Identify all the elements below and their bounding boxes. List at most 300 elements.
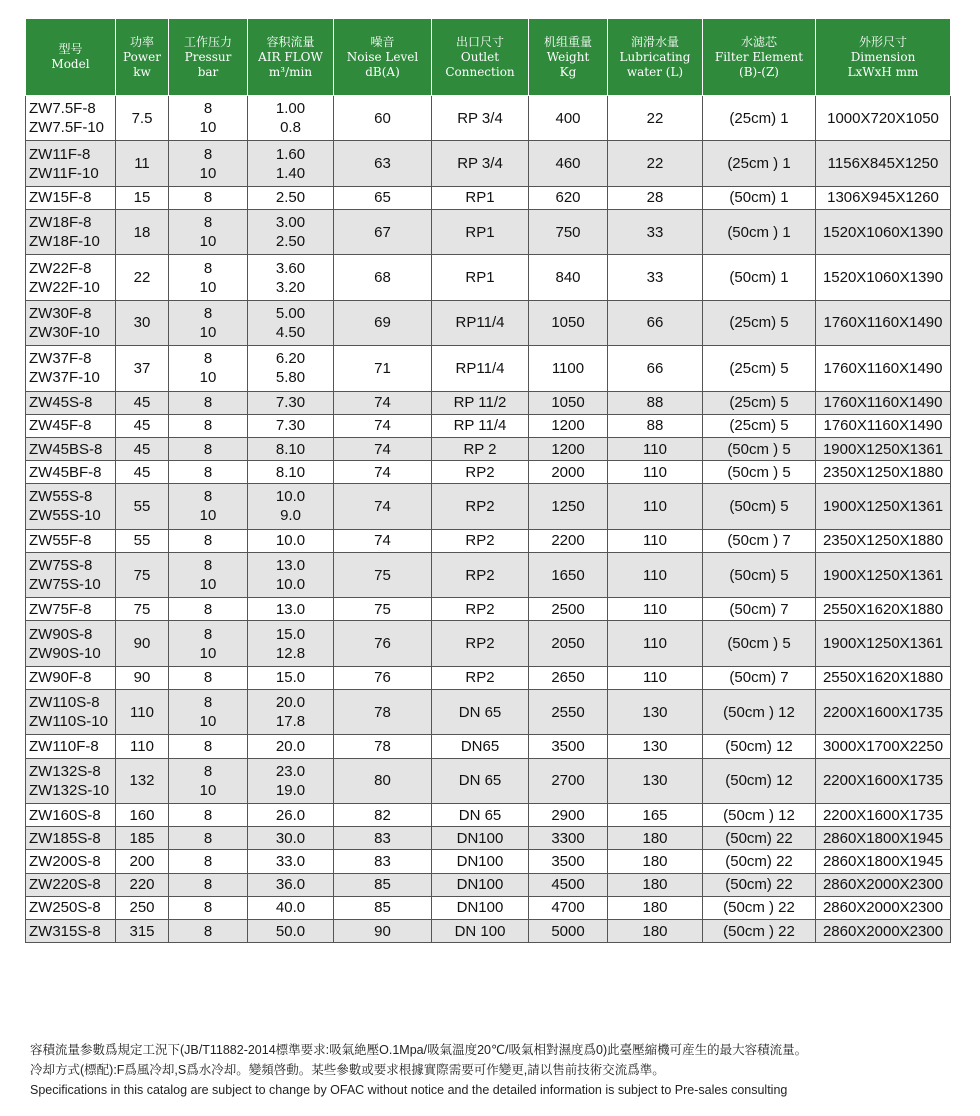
table-row — [26, 186, 951, 209]
power-cell: 15 — [116, 186, 169, 209]
cell-line: 8 — [203, 922, 213, 940]
model-cell — [26, 484, 116, 529]
cell-line: 10 — [199, 119, 217, 137]
table-row — [26, 666, 951, 689]
filter-cell: (50cm) 7 — [703, 598, 816, 621]
dimension-cell: 1520X1060X1390 — [816, 255, 951, 300]
model-cell — [26, 803, 116, 826]
weight-cell: 2500 — [529, 598, 608, 621]
model-cell — [26, 300, 116, 345]
filter-cell: (25cm) 1 — [703, 96, 816, 141]
pressure-cell — [169, 300, 248, 345]
power-cell: 75 — [116, 552, 169, 597]
outlet-cell: RP 11/4 — [432, 414, 529, 437]
cell-line: 5.00 — [275, 304, 306, 322]
cell-line: 0.8 — [280, 119, 301, 137]
water-cell: 180 — [608, 896, 703, 919]
header-line: 润滑水量 — [630, 34, 679, 49]
table-row — [26, 346, 951, 391]
cell-line: 3.20 — [275, 278, 306, 296]
cell-line: 4.50 — [275, 323, 306, 341]
weight-cell: 620 — [529, 186, 608, 209]
pressure-cell — [169, 529, 248, 552]
outlet-cell: RP11/4 — [432, 300, 529, 345]
cell-line: 10 — [199, 369, 217, 387]
cell-line: ZW45F-8 — [29, 417, 92, 435]
power-cell: 110 — [116, 735, 169, 758]
power-cell: 90 — [116, 621, 169, 666]
outlet-cell: DN100 — [432, 850, 529, 873]
cell-line: 8 — [203, 214, 213, 232]
water-cell: 110 — [608, 552, 703, 597]
cell-line: 13.0 — [275, 600, 306, 618]
table-body — [26, 96, 951, 943]
table-row — [26, 461, 951, 484]
water-cell: 165 — [608, 803, 703, 826]
noise-cell: 76 — [334, 621, 432, 666]
pressure-cell — [169, 552, 248, 597]
cell-line: 8 — [203, 304, 213, 322]
air-flow-cell — [248, 255, 334, 300]
filter-cell: (50cm) 12 — [703, 735, 816, 758]
power-cell: 45 — [116, 414, 169, 437]
cell-line: ZW18F-8 — [29, 214, 92, 232]
water-cell: 180 — [608, 850, 703, 873]
model-cell — [26, 529, 116, 552]
cell-line: 10 — [199, 233, 217, 251]
cell-line: ZW11F-8 — [29, 145, 91, 163]
air-flow-cell — [248, 300, 334, 345]
header-dimension — [816, 19, 951, 96]
pressure-cell — [169, 621, 248, 666]
air-flow-cell — [248, 461, 334, 484]
air-flow-cell — [248, 803, 334, 826]
dimension-cell: 2550X1620X1880 — [816, 598, 951, 621]
header-noise-level — [334, 19, 432, 96]
power-cell: 185 — [116, 827, 169, 850]
cell-line: 1.00 — [275, 100, 306, 118]
outlet-cell: DN100 — [432, 827, 529, 850]
noise-cell: 74 — [334, 437, 432, 460]
cell-line: ZW15F-8 — [29, 189, 92, 207]
model-cell — [26, 346, 116, 391]
table-row — [26, 552, 951, 597]
cell-line: 2.50 — [275, 189, 306, 207]
spec-table — [25, 18, 951, 943]
filter-cell: (50cm) 12 — [703, 758, 816, 803]
noise-cell: 74 — [334, 414, 432, 437]
dimension-cell: 1900X1250X1361 — [816, 437, 951, 460]
noise-cell: 85 — [334, 873, 432, 896]
header-line: water (L) — [626, 64, 684, 79]
footnote-disclaimer: Specifications in this catalog are subject to change by OFAC without notice and the detailed information is subject to Pre-sales consulting — [30, 1083, 788, 1097]
water-cell: 130 — [608, 735, 703, 758]
cell-line: 8.10 — [275, 440, 306, 458]
pressure-cell — [169, 690, 248, 735]
cell-line: 10 — [199, 323, 217, 341]
pressure-cell — [169, 803, 248, 826]
outlet-cell: DN 100 — [432, 919, 529, 942]
filter-cell: (50cm ) 7 — [703, 529, 816, 552]
dimension-cell: 1520X1060X1390 — [816, 209, 951, 254]
header-line: 工作压力 — [183, 34, 232, 49]
pressure-cell — [169, 735, 248, 758]
weight-cell: 3500 — [529, 850, 608, 873]
header-line: 外形尺寸 — [858, 34, 907, 49]
power-cell: 55 — [116, 529, 169, 552]
pressure-cell — [169, 186, 248, 209]
water-cell: 33 — [608, 255, 703, 300]
pressure-cell — [169, 896, 248, 919]
outlet-cell: DN100 — [432, 896, 529, 919]
dimension-cell: 1900X1250X1361 — [816, 484, 951, 529]
weight-cell: 460 — [529, 141, 608, 186]
noise-cell: 74 — [334, 391, 432, 414]
noise-cell: 80 — [334, 758, 432, 803]
pressure-cell — [169, 209, 248, 254]
weight-cell: 1100 — [529, 346, 608, 391]
footnotes — [30, 1040, 960, 1100]
header-line: 型号 — [58, 42, 83, 56]
table-row — [26, 414, 951, 437]
cell-line: 10 — [199, 713, 217, 731]
outlet-cell: RP11/4 — [432, 346, 529, 391]
water-cell: 180 — [608, 827, 703, 850]
model-cell — [26, 414, 116, 437]
air-flow-cell — [248, 827, 334, 850]
weight-cell: 750 — [529, 209, 608, 254]
header-line: 机组重量 — [543, 34, 592, 49]
noise-cell: 83 — [334, 850, 432, 873]
weight-cell: 1050 — [529, 391, 608, 414]
cell-line: 8 — [203, 625, 213, 643]
cell-line: 8 — [203, 669, 213, 687]
filter-cell: (50cm) 1 — [703, 255, 816, 300]
cell-line: 6.20 — [275, 350, 306, 368]
pressure-cell — [169, 827, 248, 850]
weight-cell: 2200 — [529, 529, 608, 552]
cell-line: ZW55F-8 — [29, 532, 92, 550]
pressure-cell — [169, 598, 248, 621]
header-pressure — [169, 19, 248, 96]
dimension-cell: 1760X1160X1490 — [816, 391, 951, 414]
model-cell — [26, 461, 116, 484]
outlet-cell: RP 11/2 — [432, 391, 529, 414]
table-row — [26, 827, 951, 850]
cell-line: ZW250S-8 — [29, 899, 101, 917]
power-cell: 90 — [116, 666, 169, 689]
weight-cell: 2650 — [529, 666, 608, 689]
weight-cell: 840 — [529, 255, 608, 300]
cell-line: 8 — [203, 694, 213, 712]
header-line: LxWxH mm — [847, 64, 919, 79]
cell-line: 8 — [203, 189, 213, 207]
pressure-cell — [169, 850, 248, 873]
filter-cell: (50cm) 5 — [703, 484, 816, 529]
cell-line: 8 — [203, 350, 213, 368]
air-flow-cell — [248, 484, 334, 529]
dimension-cell: 2860X2000X2300 — [816, 919, 951, 942]
noise-cell: 85 — [334, 896, 432, 919]
header-line: Power — [123, 49, 161, 64]
model-cell — [26, 186, 116, 209]
cell-line: ZW90S-8 — [29, 625, 93, 643]
model-cell — [26, 896, 116, 919]
cell-line: ZW7.5F-10 — [29, 119, 105, 137]
power-cell: 132 — [116, 758, 169, 803]
header-line: bar — [197, 64, 219, 79]
cell-line: 10.0 — [275, 488, 306, 506]
air-flow-cell — [248, 598, 334, 621]
header-line: 噪音 — [370, 34, 395, 49]
cell-line: 3.60 — [275, 259, 306, 277]
model-cell — [26, 598, 116, 621]
outlet-cell: RP1 — [432, 255, 529, 300]
filter-cell: (25cm) 5 — [703, 346, 816, 391]
dimension-cell: 1156X845X1250 — [816, 141, 951, 186]
cell-line: ZW110F-8 — [29, 738, 99, 755]
model-cell — [26, 919, 116, 942]
cell-line: ZW55S-8 — [29, 488, 93, 506]
cell-line: ZW315S-8 — [29, 922, 101, 940]
model-cell — [26, 735, 116, 758]
weight-cell: 2000 — [529, 461, 608, 484]
air-flow-cell — [248, 96, 334, 141]
outlet-cell: RP2 — [432, 461, 529, 484]
water-cell: 110 — [608, 461, 703, 484]
cell-line: 8 — [203, 532, 213, 550]
filter-cell: (50cm ) 5 — [703, 621, 816, 666]
dimension-cell: 1900X1250X1361 — [816, 621, 951, 666]
noise-cell: 63 — [334, 141, 432, 186]
footnote-air-flow: 容積流量参數爲規定工況下(JB/T11882-2014標準要求:吸氣絶壓O.1Mpa/吸氣溫度20℃/吸氣相對濕度爲0)此臺壓縮機可産生的最大容積流量。 — [30, 1043, 808, 1057]
cell-line: ZW30F-10 — [29, 323, 100, 341]
air-flow-cell — [248, 919, 334, 942]
table-row — [26, 96, 951, 141]
filter-cell: (50cm) 7 — [703, 666, 816, 689]
cell-line: 8.10 — [275, 463, 306, 481]
water-cell: 110 — [608, 529, 703, 552]
power-cell: 250 — [116, 896, 169, 919]
filter-cell: (50cm ) 1 — [703, 209, 816, 254]
table-row — [26, 437, 951, 460]
table-row — [26, 735, 951, 758]
cell-line: 8 — [203, 440, 213, 458]
cell-line: ZW90S-10 — [29, 644, 101, 662]
air-flow-cell — [248, 666, 334, 689]
table-row — [26, 255, 951, 300]
model-cell — [26, 255, 116, 300]
outlet-cell: RP2 — [432, 666, 529, 689]
header-line: 出口尺寸 — [455, 34, 504, 49]
water-cell: 130 — [608, 758, 703, 803]
cell-line: 7.30 — [275, 417, 306, 435]
filter-cell: (25cm) 5 — [703, 391, 816, 414]
air-flow-cell — [248, 437, 334, 460]
pressure-cell — [169, 919, 248, 942]
pressure-cell — [169, 758, 248, 803]
weight-cell: 2900 — [529, 803, 608, 826]
water-cell: 88 — [608, 391, 703, 414]
outlet-cell: RP2 — [432, 621, 529, 666]
outlet-cell: RP 3/4 — [432, 141, 529, 186]
cell-line: 26.0 — [275, 806, 306, 824]
cell-line: ZW11F-10 — [29, 164, 99, 182]
table-header-row — [26, 19, 951, 96]
weight-cell: 2550 — [529, 690, 608, 735]
dimension-cell: 2860X2000X2300 — [816, 873, 951, 896]
cell-line: 10 — [199, 576, 217, 594]
weight-cell: 3500 — [529, 735, 608, 758]
header-line: Kg — [559, 64, 577, 79]
table-row — [26, 141, 951, 186]
cell-line: ZW18F-10 — [29, 233, 100, 251]
air-flow-cell — [248, 209, 334, 254]
outlet-cell: DN 65 — [432, 803, 529, 826]
power-cell: 110 — [116, 690, 169, 735]
outlet-cell: DN100 — [432, 873, 529, 896]
dimension-cell: 2860X1800X1945 — [816, 827, 951, 850]
header-line: 功率 — [129, 34, 154, 49]
header-line: 容积流量 — [266, 34, 315, 49]
weight-cell: 4500 — [529, 873, 608, 896]
cell-line: 8 — [203, 417, 213, 435]
header-line: m³/min — [268, 64, 313, 79]
outlet-cell: RP2 — [432, 529, 529, 552]
dimension-cell: 1760X1160X1490 — [816, 346, 951, 391]
water-cell: 110 — [608, 666, 703, 689]
cell-line: ZW110S-8 — [29, 694, 100, 712]
cell-line: 8 — [203, 557, 213, 575]
table-row — [26, 896, 951, 919]
filter-cell: (25cm) 5 — [703, 414, 816, 437]
water-cell: 180 — [608, 873, 703, 896]
cell-line: 8 — [203, 852, 213, 870]
outlet-cell: RP1 — [432, 209, 529, 254]
outlet-cell: RP1 — [432, 186, 529, 209]
cell-line: 19.0 — [275, 781, 306, 799]
model-cell — [26, 552, 116, 597]
dimension-cell: 2860X2000X2300 — [816, 896, 951, 919]
header-line: dB(A) — [365, 64, 400, 79]
cell-line: 8 — [203, 899, 213, 917]
cell-line: 3.00 — [275, 214, 306, 232]
cell-line: 36.0 — [275, 876, 306, 894]
power-cell: 160 — [116, 803, 169, 826]
weight-cell: 400 — [529, 96, 608, 141]
power-cell: 55 — [116, 484, 169, 529]
air-flow-cell — [248, 346, 334, 391]
weight-cell: 1050 — [529, 300, 608, 345]
header-line: AIR FLOW — [258, 49, 323, 64]
table-row — [26, 529, 951, 552]
filter-cell: (50cm ) 12 — [703, 690, 816, 735]
water-cell: 66 — [608, 346, 703, 391]
noise-cell: 83 — [334, 827, 432, 850]
outlet-cell: RP2 — [432, 484, 529, 529]
pressure-cell — [169, 255, 248, 300]
cell-line: 50.0 — [275, 922, 306, 940]
power-cell: 75 — [116, 598, 169, 621]
cell-line: ZW45S-8 — [29, 394, 93, 412]
power-cell: 30 — [116, 300, 169, 345]
cell-line: 40.0 — [275, 899, 306, 917]
water-cell: 130 — [608, 690, 703, 735]
water-cell: 110 — [608, 484, 703, 529]
cell-line: 8 — [203, 145, 213, 163]
noise-cell: 74 — [334, 484, 432, 529]
pressure-cell — [169, 437, 248, 460]
noise-cell: 60 — [334, 96, 432, 141]
header-filter-element — [703, 19, 816, 96]
cell-line: 15.0 — [275, 669, 306, 687]
weight-cell: 3300 — [529, 827, 608, 850]
cell-line: ZW37F-10 — [29, 369, 100, 387]
dimension-cell: 1306X945X1260 — [816, 186, 951, 209]
cell-line: ZW75S-10 — [29, 576, 101, 594]
table-row — [26, 803, 951, 826]
noise-cell: 78 — [334, 690, 432, 735]
header-outlet — [432, 19, 529, 96]
air-flow-cell — [248, 735, 334, 758]
header-weight — [529, 19, 608, 96]
weight-cell: 2050 — [529, 621, 608, 666]
table-row — [26, 850, 951, 873]
air-flow-cell — [248, 621, 334, 666]
noise-cell: 76 — [334, 666, 432, 689]
dimension-cell: 2550X1620X1880 — [816, 666, 951, 689]
pressure-cell — [169, 666, 248, 689]
pressure-cell — [169, 96, 248, 141]
cell-line: 12.8 — [275, 644, 306, 662]
header-line: Outlet — [460, 49, 500, 64]
model-cell — [26, 141, 116, 186]
power-cell: 11 — [116, 141, 169, 186]
model-cell — [26, 621, 116, 666]
power-cell: 45 — [116, 437, 169, 460]
header-line: Lubricating — [619, 49, 691, 64]
filter-cell: (50cm) 5 — [703, 552, 816, 597]
cell-line: ZW90F-8 — [29, 669, 92, 687]
cell-line: 8 — [203, 394, 213, 412]
filter-cell: (50cm ) 5 — [703, 437, 816, 460]
filter-cell: (25cm) 5 — [703, 300, 816, 345]
noise-cell: 74 — [334, 529, 432, 552]
cell-line: 15.0 — [275, 625, 306, 643]
model-cell — [26, 758, 116, 803]
dimension-cell: 2200X1600X1735 — [816, 690, 951, 735]
air-flow-cell — [248, 873, 334, 896]
cell-line: 10.0 — [275, 576, 306, 594]
cell-line: 17.8 — [275, 713, 306, 731]
model-cell — [26, 850, 116, 873]
cell-line: ZW132S-8 — [29, 762, 101, 780]
table-row — [26, 484, 951, 529]
weight-cell: 1200 — [529, 414, 608, 437]
table-row — [26, 758, 951, 803]
dimension-cell: 1760X1160X1490 — [816, 414, 951, 437]
pressure-cell — [169, 873, 248, 896]
model-cell — [26, 873, 116, 896]
power-cell: 200 — [116, 850, 169, 873]
air-flow-cell — [248, 552, 334, 597]
header-line: Model — [51, 57, 90, 71]
cell-line: 1.40 — [275, 164, 306, 182]
weight-cell: 1200 — [529, 437, 608, 460]
power-cell: 45 — [116, 461, 169, 484]
cell-line: ZW185S-8 — [29, 829, 101, 847]
model-cell — [26, 96, 116, 141]
